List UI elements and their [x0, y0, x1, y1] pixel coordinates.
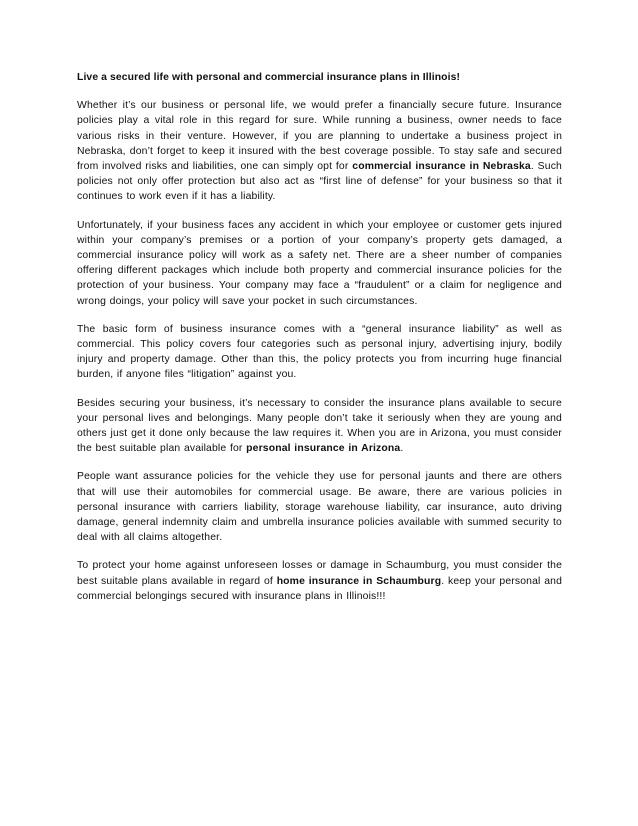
paragraph-2: [77, 218, 562, 309]
keyword-commercial-insurance-nebraska: commercial insurance in Nebraska: [352, 161, 531, 173]
paragraph-5-text: People want assurance policies for the vehicle they use for personal jaunts and there are others that will use their automobiles for commercial usage. Be aware, there are various policies in personal insurance with carriers liability, storage warehouse liability, car insurance, auto driving damage, general indemnity claim and umbrella insurance policies available with summed security to deal with all claims altogether.: [77, 471, 562, 544]
keyword-home-insurance-schaumburg: home insurance in Schaumburg: [276, 575, 442, 587]
paragraph-1-text: Whether it’s our business or personal life, we would prefer a financially secure future. Insurance policies play a vital role in this regard for sure. While running a business, owner needs to face various risks in their venture. However, if you are planning to undertake a business project in Nebraska, don’t forget to keep it insured with the best coverage possible. To stay safe and secured from involved risks and liabilities, one can simply opt for: [77, 100, 562, 173]
paragraph-4-text: Besides securing your business, it’s necessary to consider the insurance plans available to secure your personal lives and belongings. Many people don’t take it seriously when they are young and others just get it done only because the law requires it. When you are in Arizona, you must consider the best suitable plan available for: [77, 397, 562, 455]
document-heading: Live a secured life with personal and commercial insurance plans in Illinois!: [77, 72, 461, 83]
paragraph-3-text: The basic form of business insurance comes with a “general insurance liability” as well as commercial. This policy covers four categories such as personal injury, advertising injury, bodily injury and property damage. Other than this, the policy protects you from incurring huge financial burden, if anyone files “litigation” against you.: [77, 323, 562, 381]
paragraph-1-text-after: . Such policies not only offer protection but also act as “first line of defense” for your business so that it continues to work even if it has a liability.: [77, 161, 562, 203]
paragraph-1: [77, 98, 562, 204]
paragraph-6-text: To protect your home against unforeseen losses or damage in Schaumburg, you must consider the best suitable plans available in regard of: [77, 560, 562, 587]
paragraph-4: [77, 396, 562, 457]
paragraph-2-text: Unfortunately, if your business faces any accident in which your employee or customer gets injured within your company’s premises or a portion of your company’s property gets damaged, a commercial insurance policy will work as a safety net. There are a sheer number of companies offering different packages which include both property and commercial insurance policies for the protection of your business. Your company may face a “fraudulent” or a claim for negligence and wrong doings, your policy will save your pocket in such circumstances.: [77, 219, 562, 307]
paragraph-5: [77, 469, 562, 545]
paragraph-6-text-after: . keep your personal and commercial belongings secured with insurance plans in Illinois!!!: [77, 575, 562, 602]
keyword-personal-insurance-arizona: personal insurance in Arizona: [246, 443, 401, 455]
paragraph-4-text-after: .: [400, 443, 404, 455]
paragraph-3: [77, 322, 562, 383]
document-page: [77, 70, 562, 617]
paragraph-6: [77, 558, 562, 604]
